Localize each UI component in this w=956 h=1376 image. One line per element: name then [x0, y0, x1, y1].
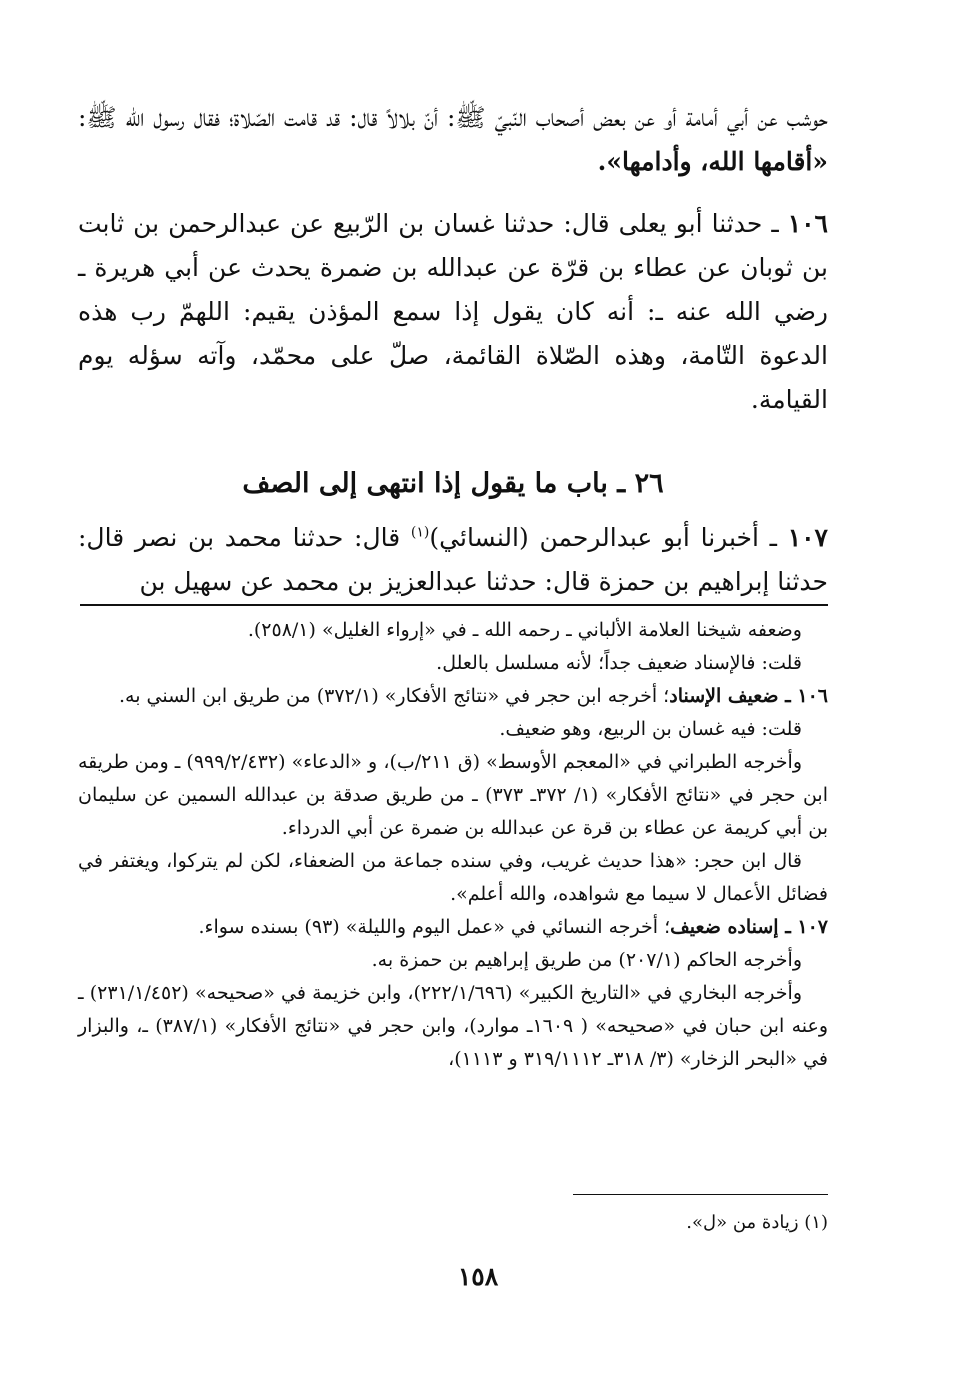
chapter-heading: ٢٦ ـ باب ما يقول إذا انتهى إلى الصف	[242, 468, 664, 499]
footnote-marker: (١)	[410, 524, 430, 541]
footnote-number: ١٠٦	[797, 685, 828, 707]
footnote-divider	[80, 604, 828, 606]
hadith-text: ـ أخبرنا أبو عبدالرحمن (النسائي)	[429, 523, 788, 552]
footnote-line: وأخرجه الطبراني في «المعجم الأوسط» (ق ٢١١/ب)، و «الدعاء» (٩٩٩/٢/٤٣٢) ـ ومن طريقه ابن حجر في «نتائج الأفكار» (١/ ٣٧٢ـ ٣٧٣) ـ من طريق صدقة بن عبدالله السمين عن سليمان بن أبي كريمة عن عطاء بن قرة عن عبدالله بن ضمرة عن أبي الدرداء.	[78, 751, 828, 839]
main-text	[78, 96, 828, 604]
grading: ـ ضعيف الإسناد	[669, 685, 798, 707]
hadith-number: ١٠٧	[787, 523, 828, 552]
footnote-text: ؛ أخرجه النسائي في «عمل اليوم والليلة» (٩٣) بسنده سواء.	[198, 916, 671, 938]
footnote-short-divider	[573, 1194, 828, 1195]
paragraph-text: حوشب عن أبي أمامة أو عن بعض أصحاب النّبيّ ﷺ: أنّ بلالاً قال: قد قامت الصّلاة؛ فقال رسول الله ﷺ:	[78, 103, 828, 132]
hadith-text: قال: حدثنا محمد بن نصر قال: حدثنا إبراهيم بن حمزة قال: حدثنا عبدالعزيز بن محمد عن سهيل بن	[78, 523, 828, 596]
editor-footnote: (١) زيادة من «ل».	[686, 1212, 828, 1233]
footnote-number: ١٠٧	[797, 916, 828, 938]
footnote-line: وأخرجه البخاري في «التاريخ الكبير» (٢٢٢/١/٦٩٦)، وابن خزيمة في «صحيحه» (٢٣١/١/٤٥٢) ـ وعنه ابن حبان في «صحيحه» ( ١٦٠٩ـ موارد)، وابن حجر في «نتائج الأفكار» (٣٨٧/١) ـ، والبزار في «البحر الزخار» (٣/ ٣١٨ـ ٣١٩/١١١٢ و ١١١٣)،	[78, 982, 829, 1070]
footnote-line: قلت: فيه غسان بن الربيع، وهو ضعيف.	[499, 718, 802, 740]
footnotes-section	[78, 614, 828, 1076]
footnote-text: ؛ أخرجه ابن حجر في «نتائج الأفكار» (٣٧٢/١) من طريق ابن السني به.	[118, 685, 670, 707]
hadith-106	[78, 202, 828, 422]
footnote-line: وأخرجه الحاكم (٢٠٧/١) من طريق إبراهيم بن حمزة به.	[371, 949, 802, 971]
footnote-106	[78, 680, 828, 713]
hadith-number: ١٠٦	[787, 209, 828, 238]
hadith-text: ـ حدثنا أبو يعلى قال: حدثنا غسان بن الرّبيع عن عبدالرحمن بن ثابت بن ثوبان عن عطاء بن قرّة عن عبدالله بن ضمرة يحدث عن أبي هريرة ـ رضي الله عنه ـ: أنه كان يقول إذا سمع المؤذن يقيم: اللهمّ رب هذه الدعوة التّامة، وهذه الصّلاة القائمة، صلّ على محمّد، وآته سؤله يوم القيامة.	[78, 209, 828, 414]
hadith-107	[78, 516, 828, 604]
paragraph-continuation	[78, 96, 828, 184]
footnote-line: قال ابن حجر: «هذا حديث غريب، وفي سنده جماعة من الضعفاء، لكن لم يتركوا، ويغتفر في فضائل الأعمال لا سيما مع شواهده، والله أعلم».	[78, 850, 828, 905]
footnote-107	[78, 911, 828, 944]
hadith-quote: «أقامها الله، وأدامها».	[597, 147, 828, 176]
page-number: ١٥٨	[457, 1262, 499, 1291]
grading: ـ إسناده ضعيف	[670, 916, 798, 938]
footnote-line: قلت: فالإسناد ضعيف جداً؛ لأنه مسلسل بالعلل.	[436, 652, 802, 674]
footnote-line: وضعفه شيخنا العلامة الألباني ـ رحمه الله ـ في «إرواء الغليل» (٢٥٨/١).	[247, 619, 802, 641]
